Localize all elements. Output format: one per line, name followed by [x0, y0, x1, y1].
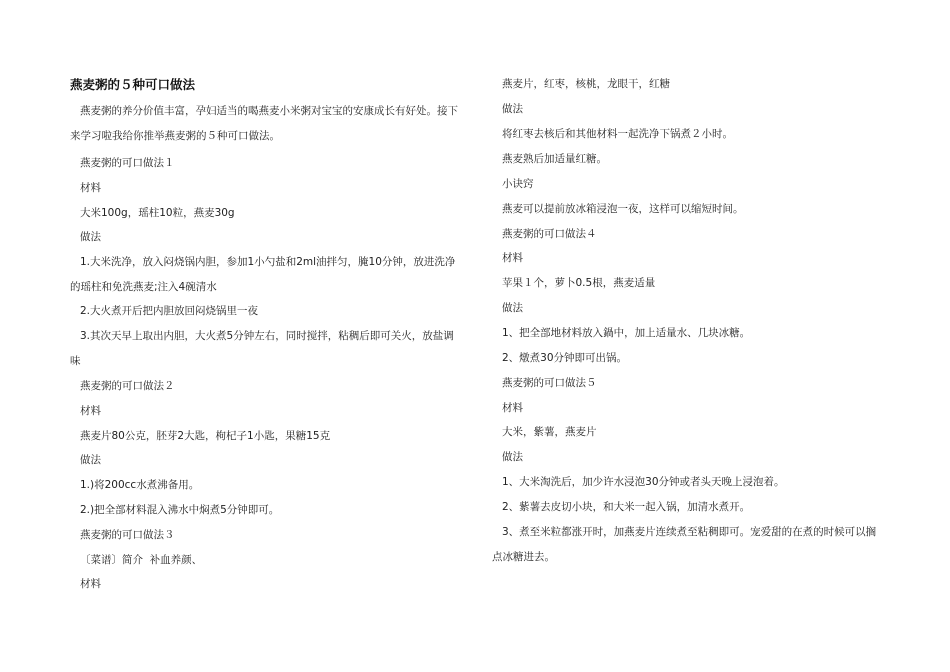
recipe-3-tips: 燕麦可以提前放冰箱浸泡一夜，这样可以缩短时间。 [502, 203, 744, 215]
recipe-3-step-2: 燕麦熟后加适量红糖。 [502, 153, 607, 165]
recipe-5-materials: 大米，紫薯，燕麦片 [502, 426, 597, 438]
recipe-4-materials-label: 材料 [502, 252, 523, 264]
recipe-2-step-2: 2.)把全部材料混入沸水中焖煮5分钟即可。 [80, 504, 280, 516]
recipe-5-heading: 燕麦粥的可口做法５ [502, 377, 597, 389]
recipe-1-materials-label: 材料 [80, 182, 101, 194]
recipe-4-method-label: 做法 [502, 302, 523, 314]
recipe-5-step-1: 1、大米淘洗后，加少许水浸泡30分钟或者头天晚上浸泡着。 [502, 476, 785, 488]
recipe-2-step-1: 1.)将200cc水煮沸备用。 [80, 479, 200, 491]
recipe-1-heading: 燕麦粥的可口做法１ [80, 157, 175, 169]
recipe-5-step-2: 2、紫薯去皮切小块，和大米一起入锅，加清水煮开。 [502, 501, 751, 513]
recipe-3-materials-label: 材料 [80, 578, 101, 590]
recipe-5-materials-label: 材料 [502, 402, 523, 414]
intro-paragraph: 燕麦粥的养分价值丰富，孕妇适当的喝燕麦小米粥对宝宝的安康成长有好处。接下来学习啦我给你推举燕麦粥的５种可口做法。 [70, 105, 458, 142]
recipe-4-heading: 燕麦粥的可口做法４ [502, 228, 597, 240]
recipe-1-step-3: 3.其次天早上取出内胆，大火煮5分钟左右，同时搅拌，粘稠后即可关火，放盐调味 [70, 330, 454, 367]
recipe-4-step-1: 1、把全部地材料放入鍋中，加上适量水、几块冰糖。 [502, 327, 751, 339]
recipe-1-step-1: 1.大米洗净，放入闷烧锅内胆，参加1小勺盐和2ml油拌匀，腌10分钟，放进洗净的瑶柱和免洗燕麦;注入4碗清水 [70, 256, 456, 293]
recipe-1-step-2: 2.大火煮开后把内胆放回闷烧锅里一夜 [80, 305, 259, 317]
recipe-1-materials: 大米100g，瑶柱10粒，燕麦30g [80, 207, 235, 219]
recipe-2-method-label: 做法 [80, 454, 101, 466]
recipe-3-intro: 〔菜谱〕简介 补血养颜、 [80, 554, 203, 566]
recipe-3-heading: 燕麦粥的可口做法３ [80, 529, 175, 541]
recipe-3-materials: 燕麦片，红枣，核桃，龙眼干，红糖 [502, 78, 670, 90]
recipe-3-method-label: 做法 [502, 103, 523, 115]
recipe-2-heading: 燕麦粥的可口做法２ [80, 380, 175, 392]
recipe-3-step-1: 将红枣去核后和其他材料一起洗净下锅煮２小时。 [502, 128, 733, 140]
recipe-2-materials: 燕麦片80公克，胚芽2大匙，枸杞子1小匙，果糖15克 [80, 430, 331, 442]
recipe-5-step-3: 3、煮至米粒都涨开时，加燕麦片连续煮至粘稠即可。宠爱甜的在煮的时候可以搁点冰糖进去。 [492, 526, 877, 563]
recipe-3-tips-label: 小诀窍 [502, 178, 534, 190]
recipe-4-step-2: 2、燉煮30分钟即可出锅。 [502, 352, 628, 364]
recipe-1-method-label: 做法 [80, 231, 101, 243]
document-title: 燕麦粥的５种可口做法 [70, 77, 196, 92]
recipe-2-materials-label: 材料 [80, 405, 101, 417]
recipe-4-materials: 苹果１个，萝卜0.5根，燕麦适量 [502, 277, 656, 289]
recipe-5-method-label: 做法 [502, 451, 523, 463]
